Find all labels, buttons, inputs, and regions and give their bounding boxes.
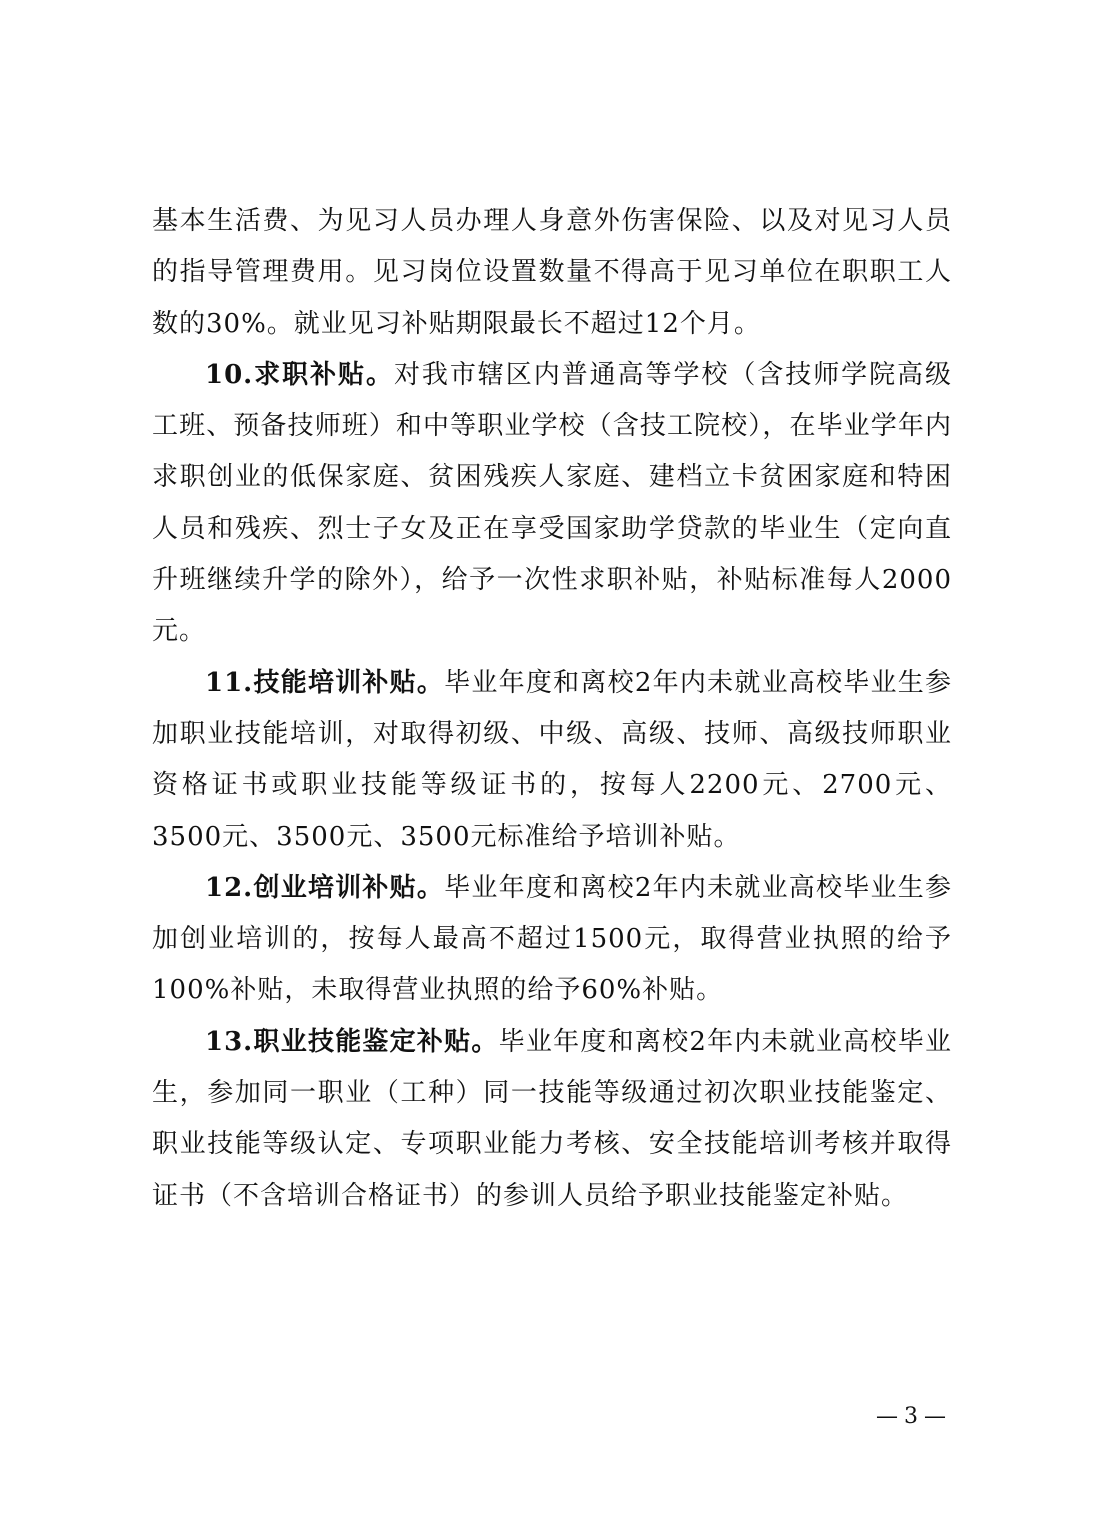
paragraph-text: 毕业年度和离校2年内未就业高校毕业生参加创业培训的，按每人最高不超过1500元，取得营业执照的给予100%补贴，未取得营业执照的给予60%补贴。 <box>152 872 953 1006</box>
page-number: 3 <box>904 1404 918 1429</box>
page-number-dash-left: — <box>876 1404 898 1429</box>
document-body <box>152 196 952 1222</box>
paragraph-heading: 13.职业技能鉴定补贴。 <box>205 1026 499 1057</box>
paragraph-heading: 10.求职补贴。 <box>205 359 394 390</box>
paragraph-heading: 11.技能培训补贴。 <box>205 667 445 698</box>
paragraph-heading: 12.创业培训补贴。 <box>205 872 445 903</box>
paragraph-skills-training-subsidy <box>152 658 952 863</box>
paragraph-text: 基本生活费、为见习人员办理人身意外伤害保险、以及对见习人员的指导管理费用。见习岗位设置数量不得高于见习单位在职职工人数的30%。就业见习补贴期限最长不超过12个月。 <box>152 206 952 339</box>
paragraph-text: 毕业年度和离校2年内未就业高校毕业生参加职业技能培训，对取得初级、中级、高级、技师、高级技师职业资格证书或职业技能等级证书的，按每人2200元、2700元、3500元、3500元、3500元标准给予培训补贴。 <box>152 667 953 852</box>
page-number-footer <box>870 1402 970 1432</box>
paragraph-text: 对我市辖区内普通高等学校（含技师学院高级工班、预备技师班）和中等职业学校（含技工院校），在毕业学年内求职创业的低保家庭、贫困残疾人家庭、建档立卡贫困家庭和特困人员和残疾、烈士子女及正在享受国家助学贷款的毕业生（定向直升班继续升学的除外），给予一次性求职补贴，补贴标准每人2000元。 <box>152 359 952 647</box>
paragraph-entrepreneurship-training-subsidy <box>152 863 952 1017</box>
paragraph-skills-appraisal-subsidy <box>152 1017 952 1222</box>
page-number-dash-right: — <box>924 1404 946 1429</box>
paragraph-job-seeking-subsidy <box>152 350 952 658</box>
paragraph-text: 毕业年度和离校2年内未就业高校毕业生，参加同一职业（工种）同一技能等级通过初次职业技能鉴定、职业技能等级认定、专项职业能力考核、安全技能培训考核并取得证书（不含培训合格证书）的参训人员给予职业技能鉴定补贴。 <box>152 1026 953 1211</box>
paragraph-continuation <box>152 196 952 350</box>
